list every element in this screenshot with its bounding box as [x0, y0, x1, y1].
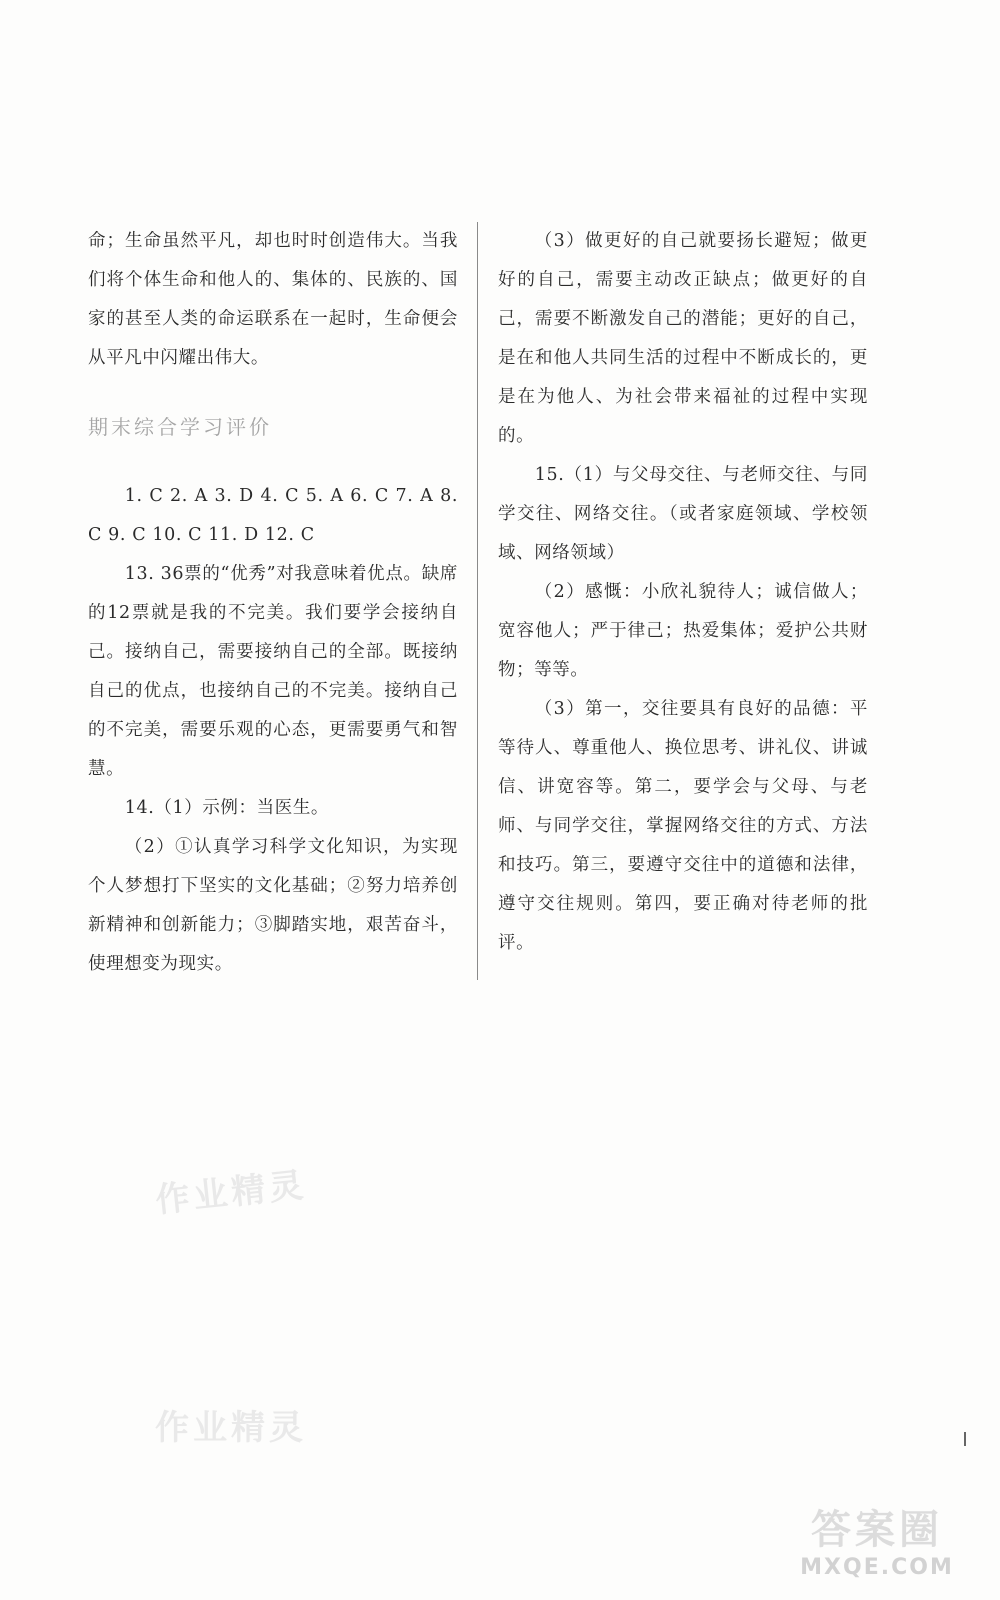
watermark: 作业精灵	[153, 1165, 310, 1221]
answer-15-part-1: 15.（1）与父母交往、与老师交往、与同学交往、网络交往。（或者家庭领域、学校领域、网络领域）	[498, 465, 868, 563]
section-title: 期末综合学习评价	[88, 415, 272, 439]
column-divider	[477, 222, 478, 980]
watermark: 作业精灵	[155, 1408, 307, 1448]
right-column	[498, 222, 868, 963]
answer-13: 13. 36票的“优秀”对我意味着优点。缺席的12票就是我的不完美。我们要学会接纳自己。接纳自己，需要接纳自己的全部。既接纳自己的优点，也接纳自己的不完美。接纳自己的不完美，需要乐观的心态，更需要勇气和智慧。	[88, 564, 458, 779]
logo-url: MXQE.COM	[800, 1555, 954, 1580]
answer-15-part-2: （2）感慨：小欣礼貌待人；诚信做人；宽容他人；严于律己；热爱集体；爱护公共财物；等等。	[498, 582, 868, 680]
logo-text: 答案圈	[811, 1507, 943, 1553]
answer-14-part-2: （2）①认真学习科学文化知识，为实现个人梦想打下坚实的文化基础；②努力培养创新精神和创新能力；③脚踏实地，艰苦奋斗，使理想变为现实。	[88, 837, 458, 974]
answer-14-part-1: 14.（1）示例：当医生。	[124, 798, 330, 818]
continued-paragraph: 命；生命虽然平凡，却也时时创造伟大。当我们将个体生命和他人的、集体的、民族的、国家的甚至人类的命运联系在一起时，生命便会从平凡中闪耀出伟大。	[88, 231, 458, 368]
left-column	[88, 222, 458, 984]
margin-mark	[964, 1432, 966, 1446]
site-logo	[772, 1498, 982, 1588]
answer-part-3: （3）做更好的自己就要扬长避短；做更好的自己，需要主动改正缺点；做更好的自己，需要不断激发自己的潜能；更好的自己，是在和他人共同生活的过程中不断成长的，更是在为他人、为社会带来福祉的过程中实现的。	[498, 231, 868, 446]
answer-15-part-3: （3）第一，交往要具有良好的品德：平等待人、尊重他人、换位思考、讲礼仪、讲诚信、讲宽容等。第二，要学会与父母、与老师、与同学交往，掌握网络交往的方式、方法和技巧。第三，要遵守交往中的道德和法律，遵守交往规则。第四，要正确对待老师的批评。	[498, 699, 868, 953]
multiple-choice-answers: 1. C 2. A 3. D 4. C 5. A 6. C 7. A 8. C 9. C 10. C 11. D 12. C	[88, 486, 458, 545]
